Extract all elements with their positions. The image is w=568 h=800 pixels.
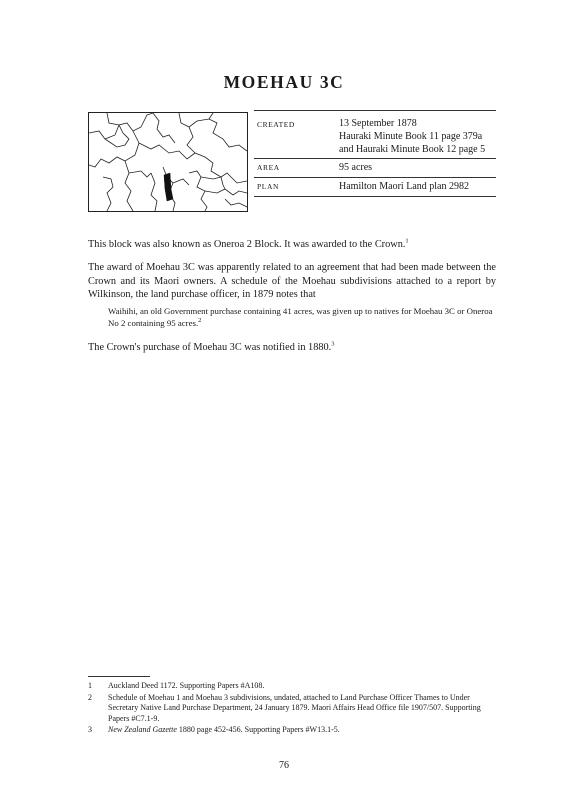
paragraph-3 (88, 341, 496, 355)
block-quote (108, 305, 496, 329)
footnote-number: 2 (88, 692, 92, 702)
paragraph-1-text: This block was also known as Oneroa 2 Block. It was awarded to the Crown. (88, 239, 406, 250)
footnote-ref-3: 3 (331, 340, 335, 348)
footnote-number: 1 (88, 681, 92, 690)
paragraph-2: The award of Moehau 3C was apparently related to an agreement that had been made between the Crown and its Maori owners. A schedule of the Moehau subdivisions attached to a report by Wilkinson, the land purchase officer, in 1879 notes that (88, 262, 496, 300)
plan-label: PLAN (257, 182, 279, 191)
page-number: 76 (279, 760, 289, 771)
footnote-text (108, 725, 498, 736)
created-minute-book-2: and Hauraki Minute Book 12 page 5 (339, 144, 486, 155)
created-label: CREATED (257, 120, 295, 129)
footnote-2 (88, 693, 498, 725)
created-values (309, 111, 496, 158)
area-row (254, 159, 496, 178)
footnote-3 (88, 725, 498, 736)
page-title: MOEHAU 3C (223, 72, 345, 92)
area-value: 95 acres (339, 162, 373, 173)
map-drawing (89, 113, 247, 211)
block-details-table (254, 110, 496, 197)
area-label: AREA (257, 163, 280, 172)
created-minute-book-1: Hauraki Minute Book 11 page 379a (339, 131, 483, 142)
footnote-text: Auckland Deed 1172. Supporting Papers #A108. (108, 681, 265, 690)
footnote-text: Schedule of Moehau 1 and Moehau 3 subdivisions, undated, attached to Land Purchase Officer Thames to Under Secretary Native Land Purchase Department, 24 January 1879. Maori Affairs Head Office file 1907/507. Supporting Papers #C7.1-9. (108, 692, 481, 723)
footnote-ref-1: 1 (405, 237, 409, 245)
footnotes (88, 681, 498, 737)
created-date: 13 September 1878 (339, 118, 417, 129)
footnote-1 (88, 681, 498, 692)
footnote-ref-2: 2 (198, 317, 202, 325)
footnote-number: 3 (88, 725, 92, 734)
location-map (88, 112, 248, 212)
paragraph-1 (88, 238, 496, 252)
block-quote-text: Waihihi, an old Government purchase containing 41 acres, was given up to natives for Moehau 3C or Oneroa No 2 containing 95 acres. (108, 306, 493, 328)
footnote-divider (88, 676, 150, 677)
plan-row (254, 178, 496, 197)
paragraph-3-text: The Crown's purchase of Moehau 3C was notified in 1880. (88, 342, 332, 353)
gazette-citation: 1880 page 452-456. Supporting Papers #W13.1-5. (176, 725, 340, 734)
gazette-title: New Zealand Gazette (108, 725, 177, 734)
plan-value: Hamilton Maori Land plan 2982 (339, 181, 469, 192)
created-row (254, 111, 496, 159)
